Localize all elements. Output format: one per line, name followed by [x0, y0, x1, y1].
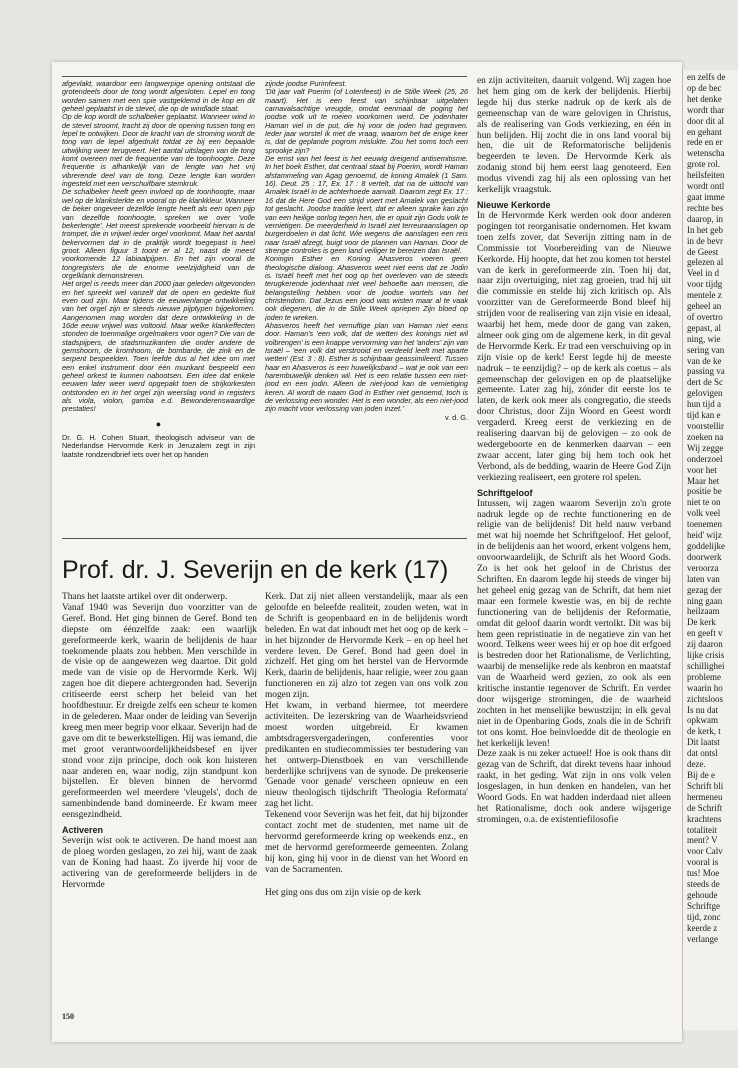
paragraph: De ernst van het feest is het eeuwig dreigend antisemitisme. In het boek Esther, dat centraal staat bij Poerim, wordt Haman afstammeling van Agag genoemd, de koning Amalek (1 Sam. 16). Deut. 25 : 17, Ex. 17 : 8 vertelt, dat na de uittocht van Amalek Israël in de achterhoede aanvalt. Daarom zegt Ex. 17 : 16 dat de Here God een strijd voert met Amalek van geslacht tot geslacht. Joodse traditie leert, dat er alleen sprake kan zijn van een heilige oorlog tegen hen, die er opuit zijn Gods volk te vernietigen. De meerderheid in Israël ziet terreuraanslagen op burgerdoelen in dat licht. Wie wegens die aanslagen een reis naar Israël afzegt, buigt voor de plannen van Haman. Door de strenge controles is geen land veiliger te bereizen dan Israël. — [265, 154, 468, 255]
spacer — [265, 876, 468, 888]
top-rule — [62, 76, 467, 77]
paragraph: Thans het laatste artikel over dit onderwerp. — [62, 592, 228, 602]
next-page-line: goddelijke — [687, 540, 725, 551]
next-page-line: dert de Sc — [687, 377, 723, 388]
next-page-line: laten van — [687, 573, 720, 584]
next-page-line: toenemen — [687, 519, 722, 530]
next-page-line: rechte bes — [687, 202, 724, 213]
next-page-line: van de ke — [687, 355, 722, 366]
next-page-line: rede en er — [687, 137, 723, 148]
next-page-line: of overtro — [687, 311, 723, 322]
next-page-line: ning gaan — [687, 595, 723, 606]
next-page-line: gelezen al — [687, 257, 724, 268]
next-page-line: zoeken na — [687, 431, 724, 442]
paragraph: Koningin Esther en Koning Ahasveros voeren geen theologische dialoog. Ahasveros weet niet eens dat ze Jodin is. Israël heeft met het oog op het overleven van de steeds terugkerende jodenhaat niet veel behoefte aan mensen, die belangstelling hebben voor de joodse wortels van het christendom. Dat Jezus een jood was wisten maar al te vaak ook diegenen, die in de Stille Week opriepen Zijn bloed op joden te wreken. — [265, 254, 468, 322]
next-page-line: daarop, in — [687, 213, 723, 224]
next-page-line: doorwerk — [687, 551, 722, 562]
next-page-line: en gehant — [687, 126, 722, 137]
paragraph: Vanaf 1940 was Severijn duo voorzitter van de Geref. Bond. Het ging binnen de Geref. Bond ten diepste om éénzelfde zaak: een waarlijk gereformeerde kerk, waarin de belijdenis de haar toekomende plaats zou hebben. Men verschilde in de visie op de aangewezen weg daartoe. Dit gold mede van de visie op de Hervormde Kerk. Wij zagen hoe dit diepere achtergronden had. Severijn critiseerde eerst scherp het beleid van het hoofdbestuur. Er dreigde zelfs een scheur te komen in de gelederen. Maar onder de leiding van Severijn kreeg men meer begrip voor elkaar. Severijn had de gave om dit te bewerkstelligen. Hij was iemand, die met groot verantwoordelijkheidsbesef en ijver stond voor zijn principe, doch ook kon luisteren naar anderen en, waar nodig, zijn standpunt kon bijstellen. Er bleven binnen de hervormd gereformeerden wel meerdere 'vleugels', doch de samenbindende band domineerde. Er kwam meer eensgezindheid. — [62, 602, 257, 821]
next-page-line: Veel in d — [687, 268, 719, 279]
next-page-line: passing va — [687, 366, 725, 377]
next-page-line: voorstellir — [687, 421, 724, 431]
next-page-line: keerde z — [687, 922, 718, 933]
next-page-edge — [682, 70, 738, 1030]
paragraph: In de Hervormde Kerk werden ook door anderen pogingen tot reorganisatie ondernomen. Het kwam toen zelfs zover, dat Severijn zitting nam in de Commissie tot Voorbereiding van de Nieuwe Kerkorde. Hij hoopte, dat het zou komen tot herstel van de kerk in gereformeerde zin. Toen hij dat, naar zijn overtuiging, niet zag groeien, trad hij uit die commissie en stelde hij zich kritisch op. Als voorzitter van de Gereformeerde Bond bleef hij strijden voor de realisering van zijn visie en ideaal, waarbij het hem, mede door de gang van zaken, almeer ook ging om de algemene kerk, in dit geval de Hervormde Kerk. Er trad een verschuiving op in zijn visie op de kerk! Eerst legde hij de meeste nadruk – te eenzijdig? – op de kerk als coetus – als gemeenschap der gelovigen en op de plaatselijke gemeente. Later zag hij, zónder dit eerste los te laten, de kerk ook meer als congregatio, die steeds door Christus, door Zijn Woord en Geest wordt vergaderd. Kreeg eerst de verkiezing en de realisering daarvan bij de gelovigen – zo ook de wedergeboorte en de kenmerken daarvan – een zwaar accent, later ging bij hem toch ook het Verbond, als de bedding, waarin de Heere God Zijn verkiezing realiseert, een grotere rol spelen. — [477, 210, 671, 483]
next-page-line: de kerk, t — [687, 726, 721, 737]
paragraph: Tekenend voor Severijn was het feit, dat hij bijzonder contact zocht met de studenten, met name uit de hervormd gereformeerde kring op weekends enz., en met de hervormd gereformeerde gemeenten. Zolang hij kon, ging hij voor in de dienst van het Woord en van de Sacramenten. — [265, 810, 468, 875]
next-page-line: Dit laatst — [687, 737, 720, 748]
next-page-line: het denke — [687, 93, 722, 104]
next-page-line: gelovigen — [687, 388, 723, 399]
next-page-line: onderzoel — [687, 453, 723, 464]
next-page-line: gehoude — [687, 889, 718, 900]
paragraph: Severijn wist ook te activeren. De hand moest aan de ploeg worden geslagen, zo zei hij, want de zaak van de Koning had haast. Zo ijverde hij voor de activering van de gereformeerde belijders in de Hervormde — [62, 836, 257, 890]
paragraph: zijnde joodse Purimfeest. — [265, 80, 347, 88]
next-page-line: dat ontsl — [687, 748, 718, 759]
paragraph: en zijn activiteiten, daaruit volgend. Wij zagen hoe het hem ging om de kerk der belijdenis. Hierbij legde hij dus sterke nadruk op de kerk als de gemeenschap van de ware gelovigen in Christus, als de realisering van Gods verkiezing, en één in hun belijden. Hij zocht die in ons land vooral bij hen, die uit de Reformatorische belijdenis begeerden te leven. De Hervormde Kerk als zodanig stond bij hem eerst laag genoteerd. Een modus vivendi zag hij als een oplossing van het kerkelijk vraagstuk. — [477, 76, 671, 196]
next-page-line: krachtens — [687, 813, 722, 824]
next-page-line: zij daaron — [687, 639, 723, 650]
article-title: Prof. dr. J. Severijn en de kerk (17) — [62, 556, 449, 584]
next-page-line: en zelfs de — [687, 72, 726, 82]
next-page-line: Wij zegge — [687, 442, 724, 453]
section-heading: Activeren — [62, 825, 104, 836]
next-page-line: hun tijd a — [687, 399, 721, 410]
next-page-line: wordt ontl — [687, 181, 725, 192]
next-page-line: gaat imme — [687, 191, 725, 202]
next-page-line: sering van — [687, 344, 725, 355]
paragraph: Het orgel is reeds meer dan 2000 jaar geleden uitgevonden en het spreekt wel vanzelf dat de open en gedekte fluit even oud zijn. Maar tijdens de eeuwenlange ontwikkeling van het orgel zijn er steeds nieuwe pijptypen bijgekomen. Aangenomen mag worden dat deze ontwikkeling in de 16de eeuw vrijwel was voltooid. Maar welke klankeffecten stonden de toenmalige orgelmakers voor ogen? Die van de stadspijpers, de stadsmuzikanten die onder andere de gemshoorn, de kromhoorn, de bombarde, de zink en de serpent bespeelden. Toen leefde dus al het idee om met een enkel instrument door één muzikant bespeeld een geheel orkest te kunnen nabootsen. Een idee dat enkele eeuwen later weer werd opgepakt toen de strijkorkesten ontstonden en in het orgel zijn weerslag vond in registers als viola, violon, gamba e.d. Bewonderenswaardige prestaties! — [62, 279, 255, 414]
next-page-line: schillighei — [687, 660, 725, 671]
next-page-line: niet te on — [687, 497, 721, 508]
next-page-line: steeds de — [687, 879, 720, 890]
next-page-line: veroorza — [687, 562, 719, 573]
next-page-line: door dit al — [687, 115, 724, 126]
next-page-line: heilzaam — [687, 606, 720, 617]
section-heading: Schriftgeloof — [477, 487, 533, 498]
next-page-line: Schrift bli — [687, 780, 724, 791]
next-page-line: volk veel — [687, 508, 721, 519]
paragraph: Kerk. Dat zij niet alleen verstandelijk, maar als een geloofde en beleefde realiteit, zouden weten, wat in de Schrift is geopenbaard en in de belijdenis wordt beleden. En wat dat inhoudt met het oog op de kerk – in het bijzonder de Hervormde Kerk – en op heel het verdere leven. De Geref. Bond had geen doel in zichzelf. Het ging om het herstel van de Hervormde Kerk, daarin de belijdenis, haar religie, weer zou gaan functioneren en zij alzo tot zegen van ons volk zou mogen zijn. — [265, 592, 468, 701]
next-page-column — [687, 72, 738, 945]
next-page-line: verlange — [687, 933, 718, 944]
next-page-line: heid' wijz — [687, 530, 722, 541]
next-page-line: heilsfeiten — [687, 170, 725, 181]
next-page-line: Bij de e — [687, 770, 715, 780]
page-number: 150 — [62, 1012, 74, 1021]
next-page-line: en geeft v — [687, 628, 723, 639]
next-page-line: De kerk — [687, 617, 716, 628]
next-page-line: tus! Moe — [687, 868, 720, 879]
next-page-line: totaliteit — [687, 824, 717, 835]
paragraph: Ahasveros heeft het vernuftige plan van Haman niet eens door. Haman's 'een volk, dat de wetten des konings niet wil volbrengen' is een knappe vervorming van het 'anders' zijn van Israël – 'een volk dat verstrooid en verdeeld leeft met aparte wetten' (Est. 3 : 8). Esther is schijnbaar geassimileerd. Tussen haar en Ahasveros is een huwelijksband – wat je ook van een harembuwelijk denken wil. Het is een relatie tussen een niet-jood en een jodin. Alleen de niet-jood kan de vernietiging keren. Al wordt de naam God in Esther niet genoemd, toch is de verlossing een wonder. Het is een wonder, als een niet-jood zijn macht voor verlossing van joden inzet.' — [265, 320, 468, 414]
next-page-line: gepast, al — [687, 322, 721, 333]
next-page-line: tijd, zonc — [687, 911, 721, 922]
paragraph: Op de kop wordt de schalbeker geplaatst. Wanneer wind in de stevel stroomt, tracht zij door de opening tussen tong en lepel te ontwijken. Door de kracht van de stroming wordt de tong van de lepel afgedrukt totdat ze bij een bepaalde uitwijking weer terugveert. Het aantal uitslagen van de tong komt overeen met de frequentie van de toonhoogte. Deze frequentie is afhankelijk van de lengte van het vrij vibrerende deel van de tong. Deze lengte kan worden ingesteld met een verschuifbare stemkruk. — [62, 112, 255, 189]
article-column-2 — [265, 592, 468, 1007]
next-page-line: lijke crisis — [687, 650, 725, 661]
next-page-line: voor Calv — [687, 846, 723, 857]
next-page-line: de Schrift — [687, 802, 723, 813]
article-column-1 — [62, 592, 257, 1007]
section-heading: Nieuwe Kerkorde — [477, 199, 551, 210]
next-page-line: mentele z — [687, 290, 722, 301]
upper-column-2 — [265, 80, 468, 532]
next-page-line: de Geest — [687, 246, 719, 257]
next-page-line: Maar het — [687, 475, 720, 486]
next-page-line: waarin ho — [687, 682, 723, 693]
next-page-line: wordt thar — [687, 104, 725, 115]
signature: v. d. G. — [445, 412, 468, 422]
next-page-line: geheel an — [687, 301, 722, 312]
next-page-line: opkwam — [687, 715, 718, 726]
next-page-line: in de bevr — [687, 235, 723, 246]
next-page-line: vooral is — [687, 857, 719, 868]
paragraph: Intussen, wij zagen waarom Severijn zo'n grote nadruk legde op de rechte functionering en de religie van de belijdenis! Dit held nauw verband met wat hij noemde het Schriftgeloof. Het geloof, in de belijdenis aan het woord, erkent volgens hem, onvoorwaardelijk, de Schrift als het Woord Gods. Zo is het ook het geloof in de Christus der Schriften. En daarom legde hij steeds de vinger bij het geheel enig gezag van de Schrift, dat hem niet maar een formele kwestie was, en bij de rechte functionering van de belijdenis der Reformatie, omdat dit geloof daarin wordt vertolkt. Dit was bij hem geen repristinatie in de negatieve zin van het woord. Telkens weer wees hij er op hoe dit erfgoed is bestreden door het Rationalisme, de Verlichting, waarbij de menselijke rede als kenbron en maatstaf van de Waarheid werd gezien, zo ook als een kritische instantie tegenover de Schrift. En verder door wijsgerige stromingen, die de waarheid zochten in het menselijke bewustzijn; in elk geval niet in de Openbaring Gods, zoals die in de Schrift tot ons komt. Hoe beïnvloedde dit de theologie en het kerkelijk leven! — [477, 498, 671, 749]
next-page-line: Is nu dat — [687, 704, 718, 715]
upper-column-1 — [62, 80, 255, 532]
next-page-line: grote rol. — [687, 159, 720, 170]
next-page-line: tijd kan e — [687, 410, 721, 421]
article-column-3 — [477, 76, 671, 1032]
next-page-line: gezag der — [687, 584, 722, 595]
next-page-line: wetenscha — [687, 148, 725, 159]
next-page-line: zichtsloos — [687, 693, 723, 704]
next-page-line: deze. — [687, 759, 706, 770]
next-page-line: hermeneu — [687, 791, 723, 802]
paragraph: De schalbeker heeft geen invloed op de toonhoogte, maar wel op de klanksterkte en vooral op de klankkleur. Wanneer de beker ongeveer dezelfde lengte heeft als een open pijp van dezelfde toonhoogte, spreken we over 'volle bekerlengte'. Het meest sprekende voorbeeld hiervan is de trompet, die in vrijwel ieder orgel voorkomt. Maar het aantal bekervormen dat in de praktijk wordt toegepast is heel groot. Alleen figuur 3 toont er al 12, naast de meest voorkomende 12 labiaalpijpen. En het zijn vooral de tongregisters die de enorme veelzijdigheid van de orgelklank demonstreren. — [62, 187, 255, 280]
next-page-line: In het geb — [687, 224, 723, 235]
next-page-line: ment? V — [687, 835, 718, 846]
next-page-line: op de bec — [687, 82, 722, 93]
paragraph: 'Dit jaar valt Poerim (of Lotenfeest) in de Stille Week (25, 26 maart). Het is een feest van schijnbaar uitgelaten carnavalsachtige vreugde, omdat eenmaal de poging het joodse volk uit te roeien voorkomen werd. De jodenhater Haman viel in de put, die hij voor de joden had gegraven. Ieder jaar worstel ik met de vraag, waarom het de enige keer is, dat de geplande pogrom mislukte. Zou het soms toch een sprookje zijn? — [265, 87, 468, 155]
next-page-line: ning, wie — [687, 333, 721, 344]
paragraph: afgevlakt, waardoor een langwerpige opening ontstaat die grotendeels door de tong wordt afgesloten. Lepel en tong worden samen met een spie vastgeklemd in de kop en dit geheel geplaatst in de stevel, die op de windlade staat. — [62, 80, 255, 114]
paragraph: Deze zaak is nu zeker actueel! Hoe is ook thans dit gezag van de Schrift, dat direkt tevens haar inhoud raakt, in het geding. Wat zijn in ons volk velen losgeslagen, in hun denken en handelen, van het Woord Gods. En wat hadden inderdaad niet alleen het Rationalisme, doch ook andere wijsgerige stromingen, o.a. de existentiefilosofie — [477, 749, 671, 825]
next-page-line: positie be — [687, 486, 722, 497]
news-item: Dr. G. H. Cohen Stuart, theologisch adviseur van de Nederlandse Hervormde Kerk in Jeruzalem zegt in zijn laatste rondzendbrief iets over het op handen — [62, 433, 255, 459]
separator-bullet: ● — [155, 418, 162, 429]
next-page-line: Schriftge — [687, 900, 720, 911]
paragraph: Het ging ons dus om zijn visie op de kerk — [265, 887, 421, 898]
mid-rule — [62, 538, 467, 539]
next-page-line: probleme — [687, 671, 721, 682]
next-page-line: voor het — [687, 464, 717, 475]
next-page-line: voor tijdg — [687, 279, 723, 290]
paragraph: Het kwam, in verband hiermee, tot meerdere activiteiten. De lezerskring van de Waarheidsvriend moest worden uitgebreid. Er kwamen ambtsdragersvergaderingen, conferenties voor predikanten en studiecommissies ter bestudering van het ontwerp-Dienstboek en van verschillende herderlijke schrijvens van de synode. De prekenserie 'Genade voor genade' verscheen opnieuw en een nieuw theologisch tijdschrift 'Theologia Reformata' zag het licht. — [265, 701, 468, 810]
